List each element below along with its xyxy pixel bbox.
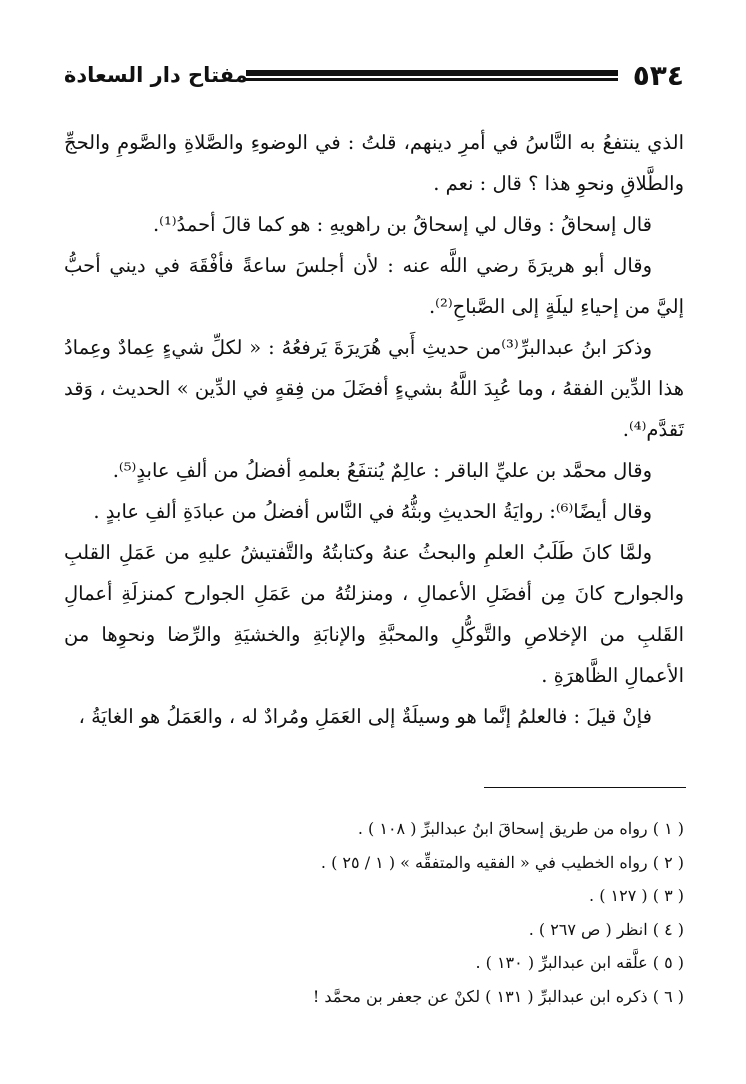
- header-rule: [246, 70, 618, 84]
- paragraph: وقال أبو هريرَةَ رضي اللَّه عنه : لأن أجلسَ ساعةً فأفْقَهَ في ديني أحبُّ إليَّ من إحياءِ ليلَةٍ إلى الصَّباحِ⁽²⁾.: [64, 254, 684, 318]
- footnote: ( ٦ ) ذكره ابن عبدالبرِّ ( ١٣١ ) لكنْ عن جعفر بن محمَّد !: [312, 986, 684, 1006]
- paragraph: ولمَّا كانَ طَلَبُ العلمِ والبحثُ عنهُ وكتابتُهُ والتَّفتيشُ عليهِ من عَمَلِ القلبِ والجوارح كانَ مِن أفضَلِ الأعمالِ ، ومنزلتُهُ من عَمَلِ الجوارح كمنزلَةِ أعمالِ القَلبِ من الإخلاصِ والتَّوكُّلِ والمحبَّةِ والإنابَةِ والخشيَةِ والرِّضا ونحوِها من الأعمالِ الظَّاهرَةِ .: [64, 541, 684, 687]
- book-title: مفتاح دار السعادة: [64, 63, 248, 87]
- footnote: ( ١ ) رواه من طريق إسحاقَ ابنُ عبدالبرِّ ( ١٠٨ ) .: [357, 819, 684, 838]
- footnotes: [64, 812, 684, 1013]
- paragraph: وقال أيضًا⁽⁶⁾: روايَةُ الحديثِ وبثُّهُ في النَّاس أفضلُ من عبادَةِ ألفِ عابدٍ .: [93, 500, 652, 523]
- footnote: ( ٤ ) انظر ( ص ٢٦٧ ) .: [528, 919, 684, 939]
- footnote-separator: [484, 787, 686, 788]
- page-number: ٥٣٤: [632, 59, 684, 92]
- paragraph: فإنْ قيلَ : فالعلمُ إنَّما هو وسيلَةٌ إلى العَمَلِ ومُرادٌ له ، والعَمَلُ هو الغايَةُ ،: [78, 705, 652, 728]
- paragraph: وقال محمَّد بن عليِّ الباقر : عالِمٌ يُنتفَعُ بعلمهِ أفضلُ من ألفِ عابدٍ⁽⁵⁾.: [112, 459, 652, 482]
- footnote: ( ٥ ) علَّقه ابن عبدالبرِّ ( ١٣٠ ) .: [475, 953, 684, 972]
- footnote: ( ٢ ) رواه الخطيب في « الفقيه والمتفقِّه » ( ١ / ٢٥ ) .: [320, 852, 684, 872]
- paragraph: وذكرَ ابنُ عبدالبرِّ⁽³⁾من حديثِ أَبي هُرَيرَةَ يَرفعُهُ : « لكلِّ شيءٍ عِمادٌ وعِمادُ هذا الدِّين الفقهُ ، وما عُبِدَ اللَّهُ بشيءٍ أفضَلَ من فِقهٍ في الدِّين » الحديث ، وَقد تَقدَّم⁽⁴⁾.: [64, 336, 684, 441]
- paragraph: الذي ينتفعُ به النَّاسُ في أمرِ دينهم، قلتُ : في الوضوءِ والصَّلاةِ والصَّومِ والحجِّ والطَّلاقِ ونحوِ هذا ؟ قال : نعم .: [64, 131, 684, 195]
- page-header: [64, 58, 684, 98]
- footnote: ( ٣ ) ( ١٢٧ ) .: [589, 886, 684, 905]
- main-text: [64, 122, 684, 737]
- paragraph: قال إسحاقُ : وقال لي إسحاقُ بن راهويهِ : هو كما قالَ أحمدُ⁽¹⁾.: [152, 213, 652, 236]
